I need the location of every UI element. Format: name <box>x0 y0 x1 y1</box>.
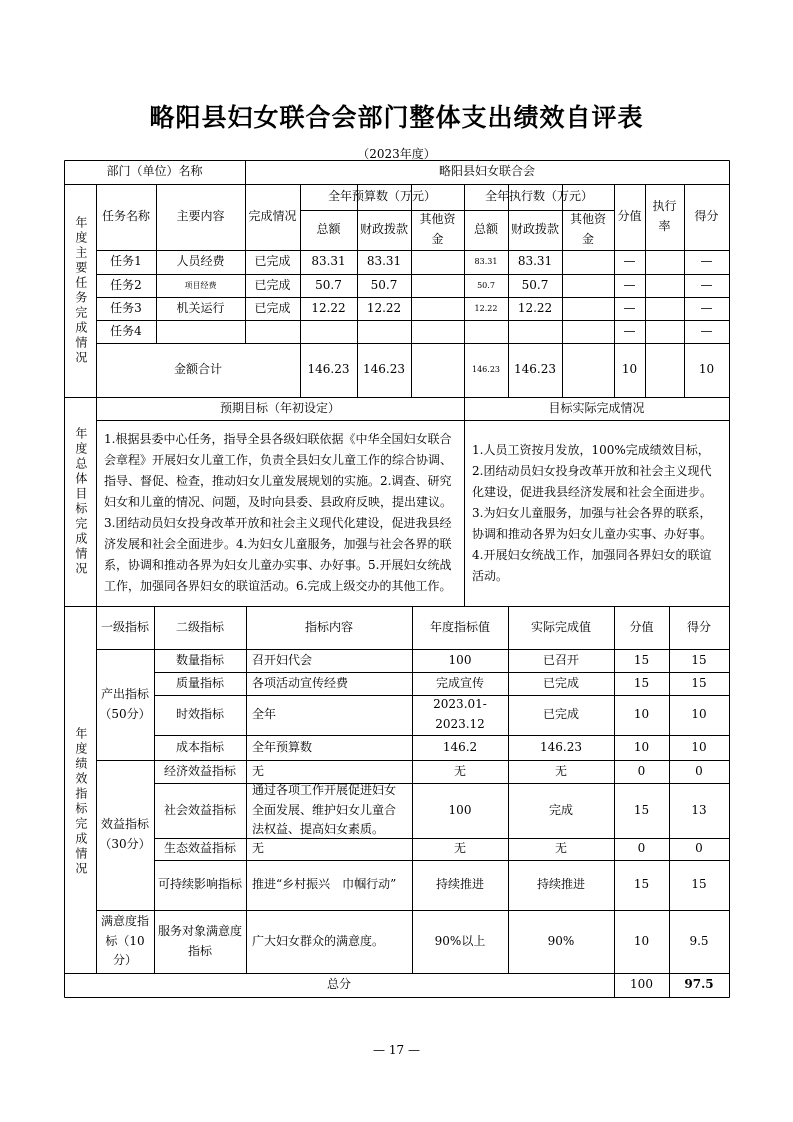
indicator-level2: 时效指标 <box>175 707 224 722</box>
task-exec-rate <box>645 250 684 274</box>
task-score: — <box>700 323 713 338</box>
task-score: — <box>700 300 713 315</box>
section1-label: 年度主要任务完成情况 <box>73 215 88 366</box>
indicator-target: 无 <box>453 841 466 856</box>
total-score: 97.5 <box>684 977 714 992</box>
task-exec-fiscal <box>508 320 562 343</box>
header-task-name: 任务名称 <box>101 209 150 224</box>
indicator-actual: 已完成 <box>542 707 579 722</box>
indicator-content: 召开妇代会 <box>252 652 313 667</box>
task-exec-total: 50.7 <box>477 280 495 290</box>
dept-name-value: 略阳县妇女联合会 <box>438 164 535 179</box>
indicator-content: 各项活动宣传经费 <box>252 675 349 690</box>
indicator-actual: 已完成 <box>542 675 579 690</box>
indicator-content: 全年 <box>252 707 277 722</box>
task-exec-other <box>562 297 614 320</box>
task-status: 已完成 <box>254 300 291 315</box>
indicator-content: 全年预算数 <box>252 739 313 754</box>
task-budget-total <box>300 320 357 343</box>
header-level1: 一级指标 <box>100 619 149 634</box>
sum-exec-fiscal: 146.23 <box>514 362 556 377</box>
header-exec-fiscal: 财政拨款 <box>511 222 560 237</box>
dept-name-label: 部门（单位）名称 <box>106 164 203 179</box>
page-title: 略阳县妇女联合会部门整体支出绩效自评表 <box>149 103 644 132</box>
indicator-score-value: 15 <box>633 877 650 892</box>
header-target-value: 年度指标值 <box>429 619 490 634</box>
header-level2: 二级指标 <box>175 619 224 634</box>
header-score-value: 分值 <box>617 209 642 224</box>
indicator-actual: 无 <box>554 841 567 856</box>
task-exec-other <box>562 320 614 343</box>
indicator-level2: 质量指标 <box>175 675 224 690</box>
header-score: 得分 <box>694 209 719 224</box>
indicator-score: 15 <box>691 652 707 667</box>
indicator-score-value: 15 <box>633 675 650 690</box>
indicator-score-value: 10 <box>633 707 650 722</box>
indicator-score-value: 15 <box>633 802 650 817</box>
task-exec-fiscal: 12.22 <box>517 300 553 315</box>
task-exec-rate <box>645 274 684 297</box>
task-budget-fiscal: 83.31 <box>366 254 402 269</box>
task-score: — <box>700 277 713 292</box>
indicator-target: 90%以上 <box>434 933 486 948</box>
task-exec-rate <box>645 320 684 343</box>
task-exec-total: 83.31 <box>474 257 498 267</box>
task-budget-fiscal: 50.7 <box>370 277 398 292</box>
header-actual-value: 实际完成值 <box>530 619 591 634</box>
indicator-score-value: 15 <box>633 652 650 667</box>
actual-goal-header: 目标实际完成情况 <box>548 400 645 415</box>
indicator-level2: 社会效益指标 <box>163 802 236 817</box>
indicator-score-value: 0 <box>637 841 646 856</box>
indicator-actual: 持续推进 <box>536 877 585 892</box>
task-score-value: — <box>623 254 636 269</box>
indicator-score-value: 0 <box>637 763 646 778</box>
indicator-target: 146.2 <box>442 739 478 754</box>
indicator-level2: 成本指标 <box>175 739 224 754</box>
header-main-content: 主要内容 <box>176 209 225 224</box>
actual-goal-text: 1.人员工资按月发放，100%完成绩效目标，2.团结动员妇女投身改革开放和社会主义现代化建设，促进我县经济发展和社会全面进步。3.为妇女儿童服务，加强与社会各界的联系，协调和推动各界为妇女儿童办实事、办好事。4.开展妇女统战工作，加强同各界妇女的联谊活动。 <box>472 442 713 583</box>
indicator-content: 推进“乡村振兴 巾帼行动” <box>252 877 397 892</box>
header-score-value: 分值 <box>629 619 654 634</box>
header-status: 完成情况 <box>248 209 297 224</box>
task-score-value: — <box>623 300 636 315</box>
task-status: 已完成 <box>254 277 291 292</box>
task-budget-total: 83.31 <box>311 254 346 269</box>
indicator-level2: 经济效益指标 <box>163 763 236 778</box>
sum-score: 10 <box>698 362 715 377</box>
indicator-level2: 数量指标 <box>175 652 224 667</box>
indicator-target: 持续推进 <box>435 877 484 892</box>
task-exec-fiscal: 50.7 <box>521 277 549 292</box>
task-name: 任务2 <box>110 277 142 292</box>
indicator-content: 通过各项工作开展促进妇女全面发展、维护妇女儿童合法权益、提高妇女素质。 <box>252 782 397 837</box>
task-budget-other <box>411 274 464 297</box>
header-exec-other: 其他资金 <box>569 212 606 246</box>
sum-score-value: 10 <box>621 362 638 377</box>
indicator-level2: 生态效益指标 <box>163 841 236 856</box>
header-budget-fiscal: 财政拨款 <box>360 222 409 237</box>
task-status: 已完成 <box>254 254 291 269</box>
task-budget-fiscal: 12.22 <box>366 300 402 315</box>
indicator-group-name: 产出指标（50分） <box>99 686 151 721</box>
indicator-content: 广大妇女群众的满意度。 <box>252 933 385 948</box>
indicator-actual: 146.23 <box>540 739 582 754</box>
indicator-score-value: 10 <box>633 739 650 754</box>
task-exec-rate <box>645 297 684 320</box>
section2-label: 年度总体目标完成情况 <box>73 426 88 577</box>
indicator-score-value: 10 <box>633 933 650 948</box>
indicator-target: 2023.01-2023.12 <box>433 697 487 731</box>
task-score-value: — <box>623 323 636 338</box>
task-budget-other <box>411 250 464 274</box>
page-subtitle: （2023年度） <box>357 147 436 161</box>
indicator-actual: 已召开 <box>542 652 579 667</box>
sum-exec-total: 146.23 <box>472 365 500 375</box>
task-content: 机关运行 <box>176 300 225 315</box>
indicator-score: 0 <box>695 841 703 856</box>
indicator-score: 9.5 <box>689 933 709 948</box>
task-content: 人员经费 <box>176 254 225 269</box>
sum-budget-fiscal: 146.23 <box>363 362 405 377</box>
header-budget: 全年预算数（万元） <box>327 189 436 204</box>
page-number: — 17 — <box>373 1043 420 1057</box>
indicator-actual: 完成 <box>548 802 573 817</box>
task-score: — <box>700 254 713 269</box>
header-indicator-content: 指标内容 <box>304 619 353 634</box>
total-score-value: 100 <box>630 977 653 992</box>
indicator-score: 15 <box>691 675 707 690</box>
indicator-target: 完成宣传 <box>435 675 484 690</box>
task-score-value: — <box>623 277 636 292</box>
expected-goal-header: 预期目标（年初设定） <box>219 400 340 415</box>
task-status <box>245 320 300 343</box>
task-budget-other <box>411 297 464 320</box>
indicator-level2: 服务对象满意度指标 <box>157 923 242 958</box>
sum-budget-total: 146.23 <box>307 362 350 377</box>
indicator-level2: 可持续影响指标 <box>157 877 242 892</box>
task-content: 项目经费 <box>184 280 217 290</box>
indicator-target: 100 <box>448 802 472 817</box>
header-exec-rate: 执行率 <box>652 199 677 233</box>
task-budget-other <box>411 320 464 343</box>
task-exec-total <box>464 320 508 343</box>
task-name: 任务1 <box>110 254 142 269</box>
task-exec-other <box>562 274 614 297</box>
header-budget-other: 其他资金 <box>419 212 456 246</box>
indicator-content: 无 <box>252 763 265 778</box>
indicator-score: 13 <box>691 802 707 817</box>
task-content <box>156 320 245 343</box>
indicator-target: 无 <box>453 763 466 778</box>
header-exec: 全年执行数（万元） <box>484 189 593 204</box>
indicator-content: 无 <box>252 841 265 856</box>
task-budget-total: 12.22 <box>311 300 346 315</box>
sum-label: 金额合计 <box>173 362 222 377</box>
task-budget-fiscal <box>357 320 411 343</box>
indicator-group-name: 效益指标（30分） <box>99 817 151 851</box>
indicator-target: 100 <box>448 652 472 667</box>
indicator-actual: 90% <box>547 933 575 948</box>
total-label: 总分 <box>326 977 351 992</box>
indicator-score: 10 <box>691 707 707 722</box>
task-budget-total: 50.7 <box>315 277 342 292</box>
indicator-actual: 无 <box>554 763 567 778</box>
indicator-score: 15 <box>691 877 707 892</box>
header-score: 得分 <box>686 619 711 634</box>
task-exec-total: 12.22 <box>474 303 498 313</box>
indicator-group-name: 满意度指标（10分） <box>100 913 149 968</box>
indicator-score: 10 <box>691 739 707 754</box>
indicator-score: 0 <box>695 763 703 778</box>
header-exec-total: 总额 <box>473 222 498 237</box>
task-name: 任务3 <box>110 300 142 315</box>
section3-label: 年度绩效指标完成情况 <box>73 726 88 877</box>
task-name: 任务4 <box>110 323 142 338</box>
header-budget-total: 总额 <box>316 222 341 237</box>
task-exec-fiscal: 83.31 <box>517 254 553 269</box>
task-exec-other <box>562 250 614 274</box>
expected-goal-text: 1.根据县委中心任务，指导全县各级妇联依据《中华全国妇女联合会章程》开展妇女儿童工作，负责全县妇女儿童工作的综合协调、指导、督促、检查，推动妇女儿童发展规划的实施。2.调查、研究妇女和儿童的情况、问题，及时向县委、县政府反映，提出建议。3.团结动员妇女投身改革开放和社会主义现代化建设，促进我县经济发展和社会全面进步。4.为妇女儿童服务，加强与社会各界的联系，协调和推动各界为妇女儿童办实事、办好事。5.开展妇女统战工作，加强同各界妇女的联谊活动。6.完成上级交办的其他工作。 <box>104 432 453 593</box>
